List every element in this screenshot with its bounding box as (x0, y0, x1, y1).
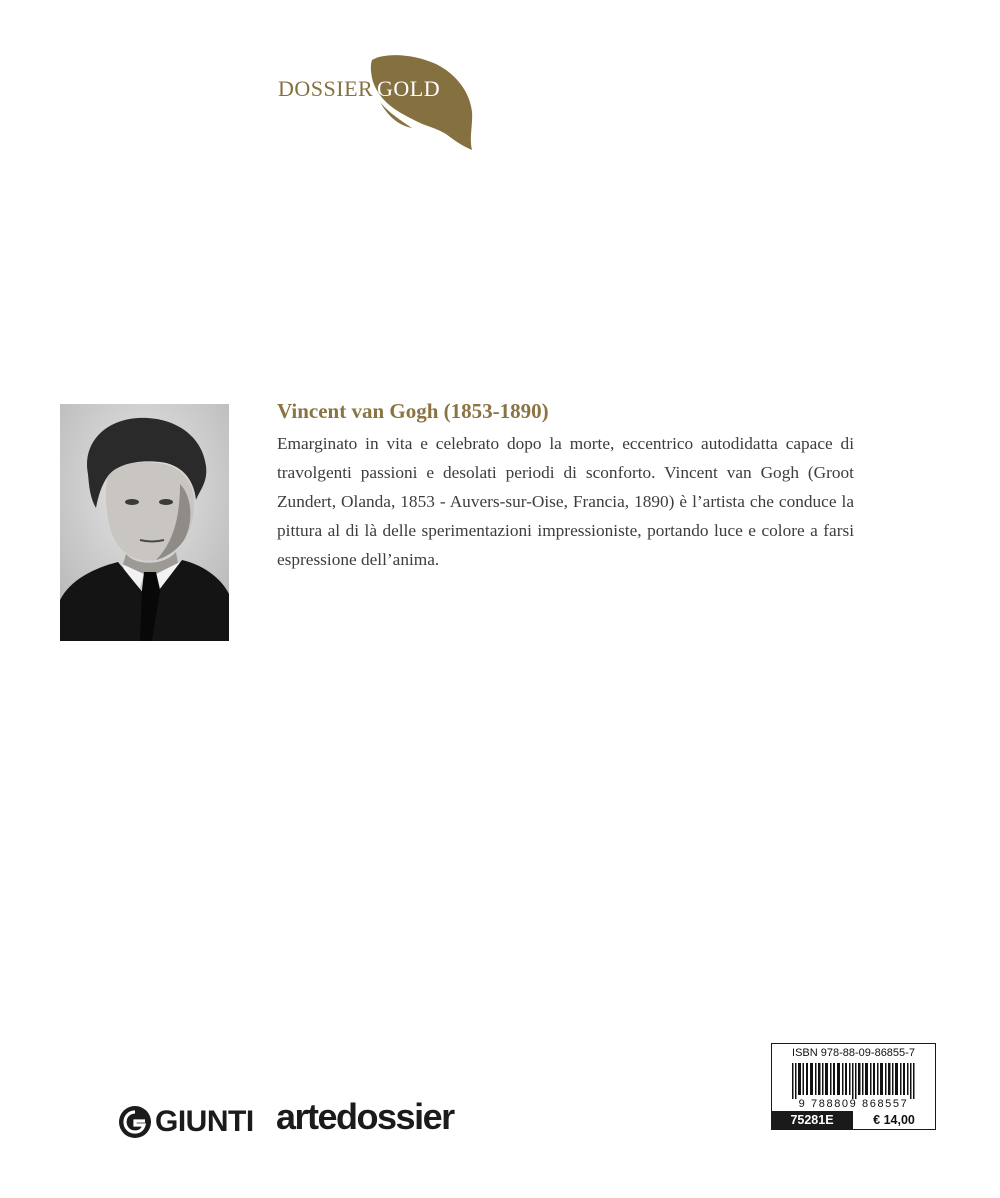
brush-stroke-icon (276, 50, 486, 154)
isbn-label: ISBN 978-88-09-86855-7 (792, 1047, 915, 1059)
product-code: 75281E (772, 1111, 852, 1129)
dossier-gold-logo (276, 50, 486, 154)
bio-text: Emarginato in vita e celebrato dopo la morte, eccentrico autodidatta capace di travolgenti passioni e desolati periodi di sconforto. Vincent van Gogh (Groot Zundert, Olanda, 1853 - Auvers-sur-Oise, Francia, 1890) è l’artista che conduce la pittura al di là delle sperimentazioni impressioniste, portando luce e colore a farsi espressione dell’anima. (277, 434, 854, 569)
barcode-icon (792, 1063, 917, 1099)
giunti-wordmark: GIUNTI (155, 1105, 254, 1138)
series-word-gold: GOLD (377, 76, 441, 101)
giunti-g-icon (118, 1105, 152, 1139)
series-word-dossier: DOSSIER (278, 76, 374, 101)
portrait-photo (60, 404, 229, 641)
bio-title: Vincent van Gogh (1853-1890) (277, 399, 549, 423)
barcode-digits: 9 788809 868557 (798, 1098, 909, 1110)
price-label: € 14,00 (852, 1111, 935, 1129)
artedossier-logo: artedossier (276, 1096, 454, 1137)
barcode-block (771, 1043, 936, 1130)
giunti-logo (118, 1102, 254, 1142)
